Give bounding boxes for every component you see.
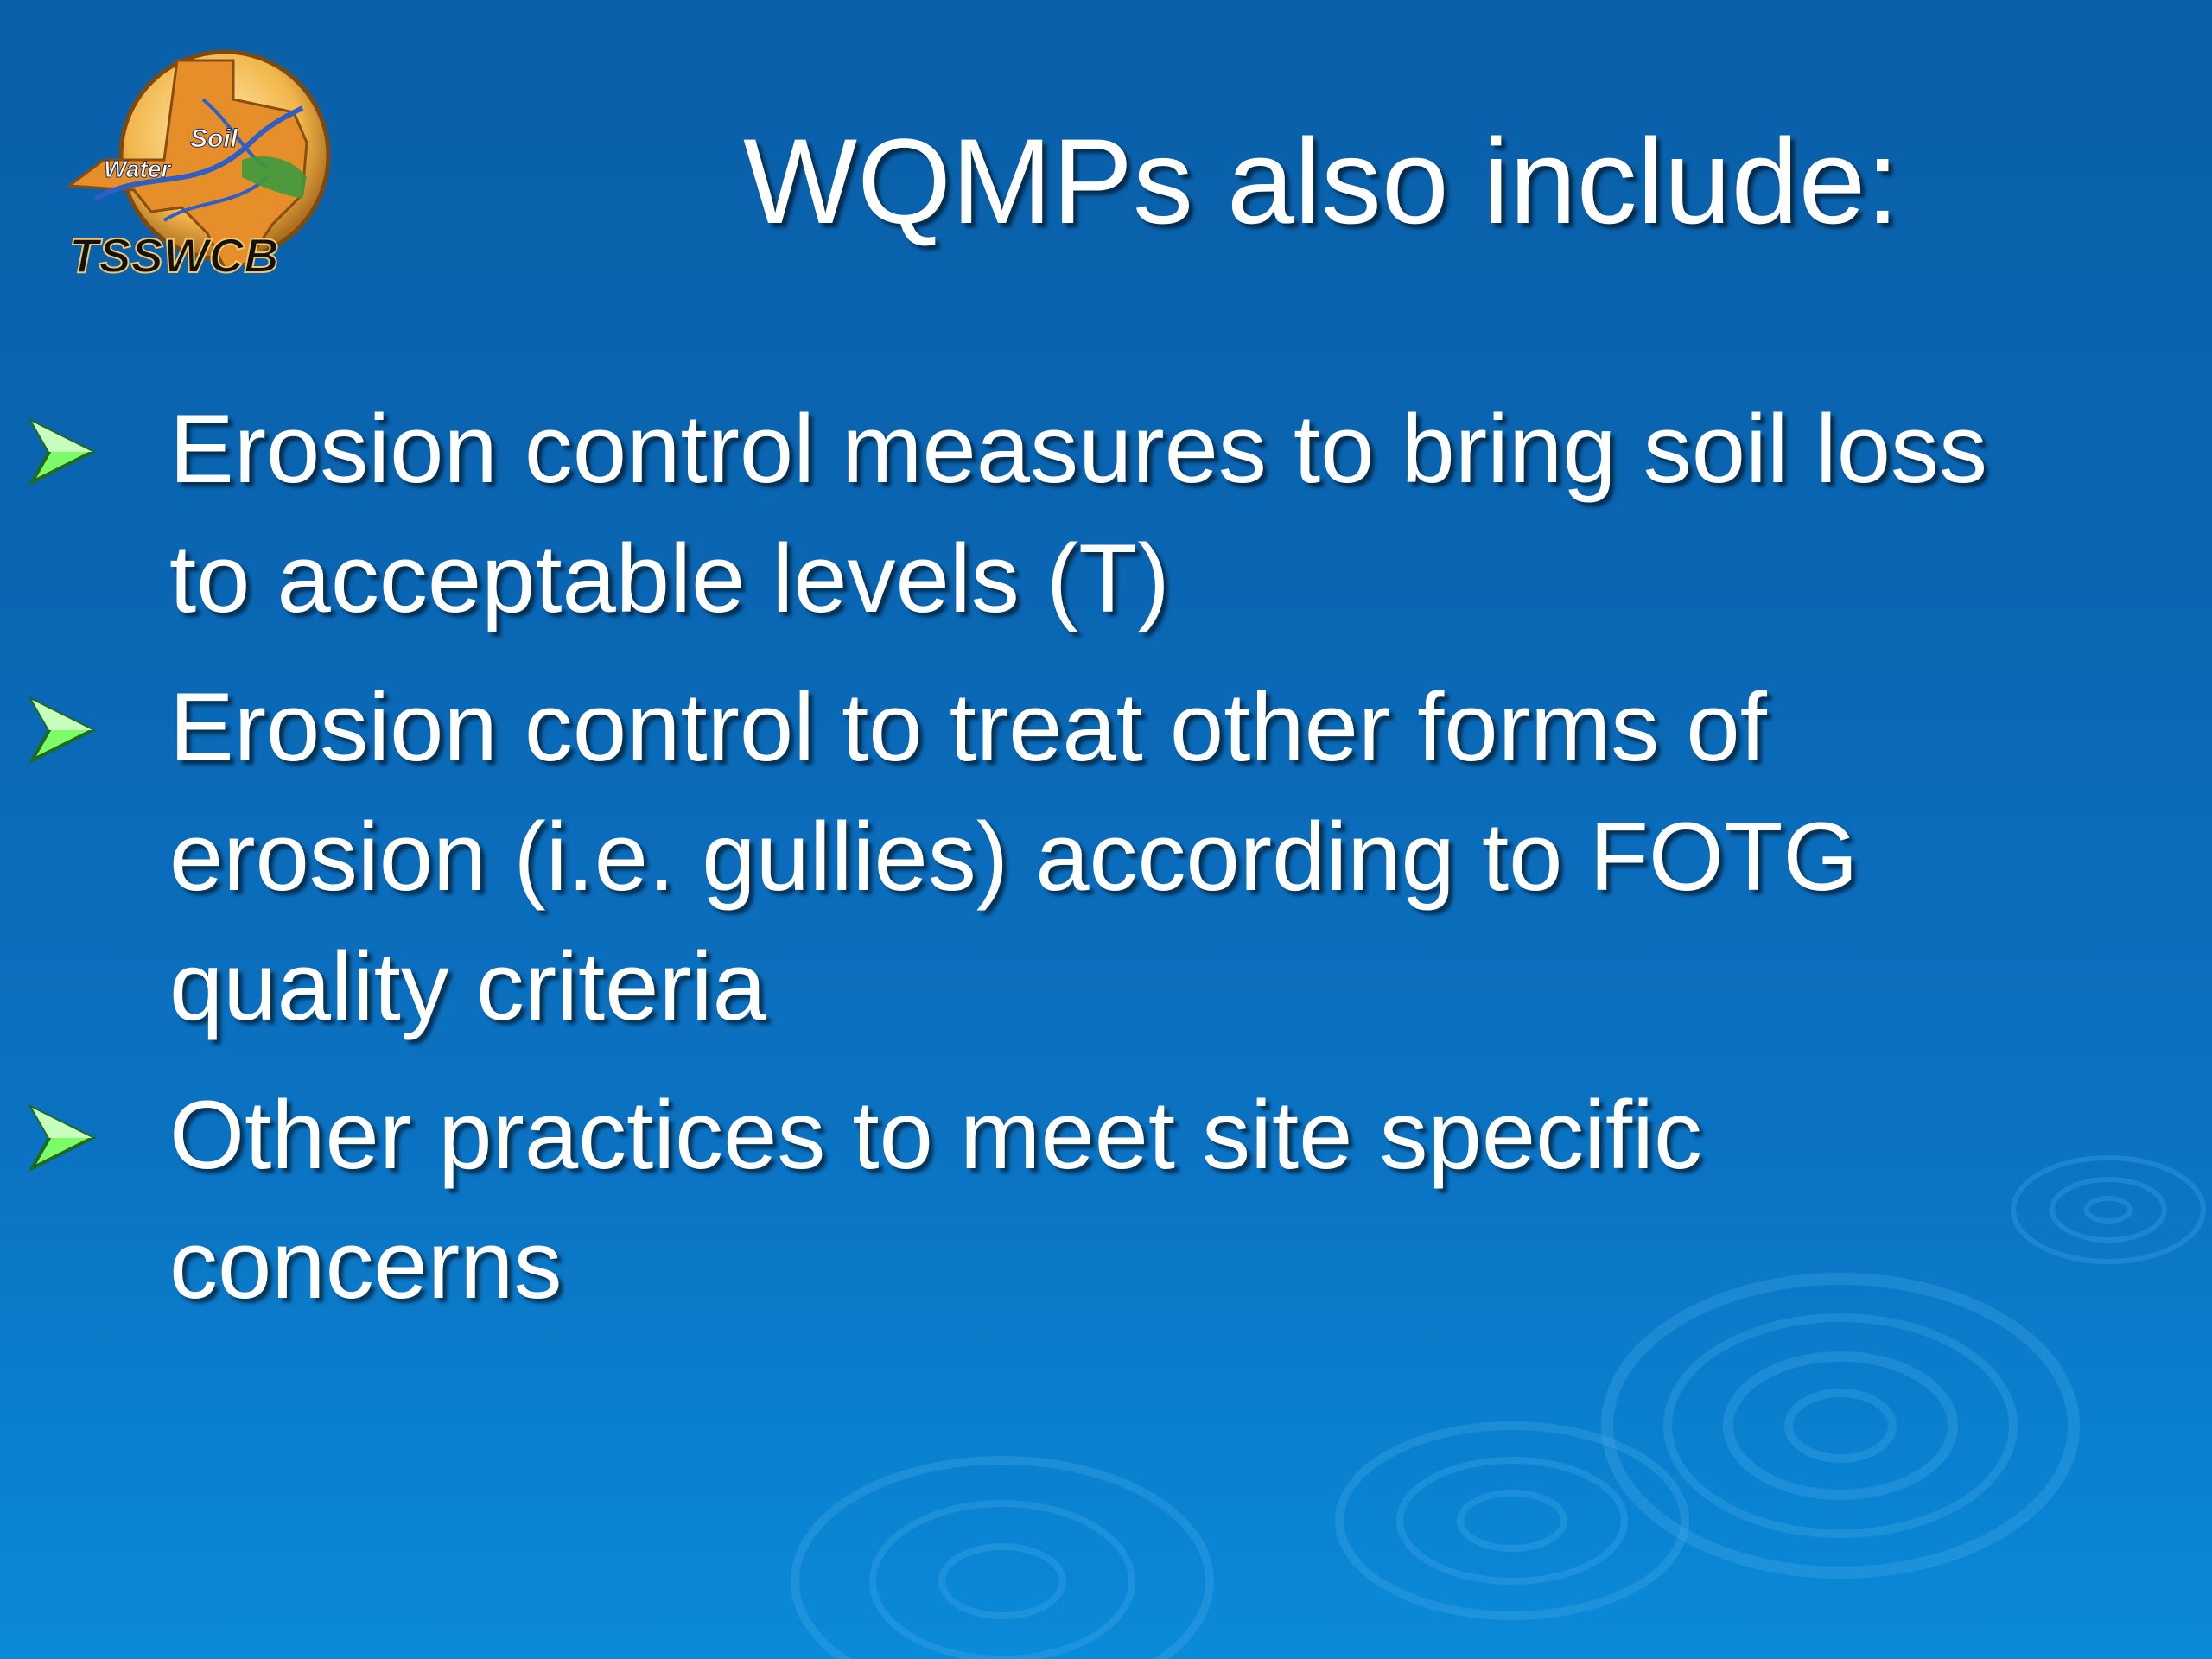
bullet-item bbox=[0, 663, 2074, 1052]
logo-acronym-text: TSSWCB bbox=[69, 228, 279, 283]
logo-soil-text: Soil bbox=[190, 124, 238, 153]
arrow-bullet-icon bbox=[28, 417, 97, 486]
bullet-text: Other practices to meet site specific concerns bbox=[169, 1081, 1703, 1319]
arrow-bullet-icon bbox=[28, 1103, 97, 1173]
bullet-list bbox=[0, 385, 2074, 1349]
bullet-text: Erosion control to treat other forms of erosion (i.e. gullies) according to FOTG quality criteria bbox=[169, 673, 1859, 1040]
bullet-item bbox=[0, 1071, 2074, 1330]
bullet-item bbox=[0, 385, 2074, 644]
bullet-text: Erosion control measures to bring soil loss to acceptable levels (T) bbox=[169, 395, 1988, 632]
slide-title: WQMPs also include: bbox=[743, 113, 1900, 249]
logo-water-text: Water bbox=[104, 156, 171, 182]
arrow-bullet-icon bbox=[28, 696, 97, 765]
